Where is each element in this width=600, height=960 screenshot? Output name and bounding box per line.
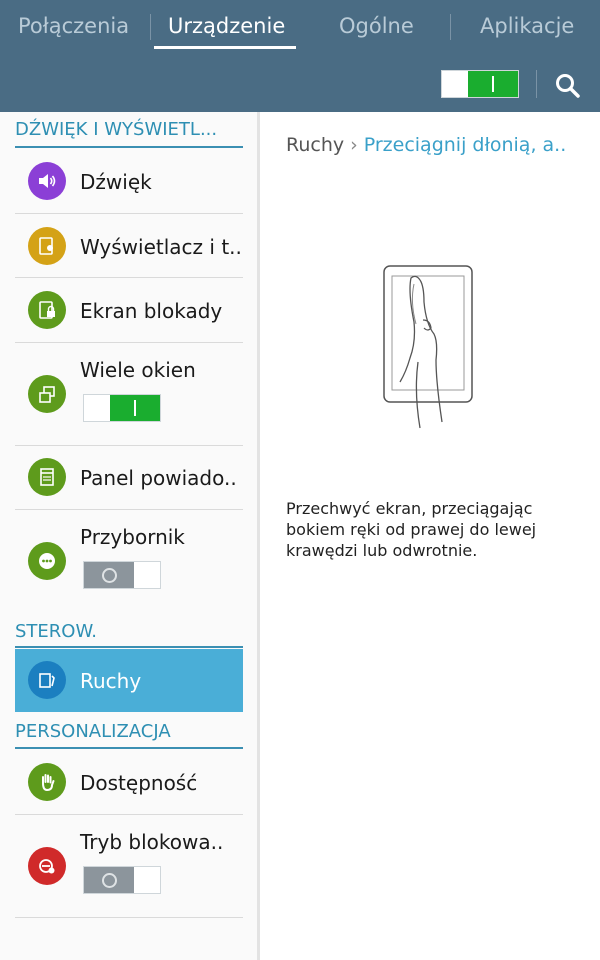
- tab-bar: [0, 0, 600, 56]
- notification-panel-icon: [28, 458, 66, 496]
- list-item-label: Wiele okien: [80, 358, 196, 382]
- active-tab-indicator: [154, 46, 296, 49]
- section-divider: [15, 747, 243, 749]
- list-item-label: Ruchy: [80, 669, 142, 693]
- tab-connections[interactable]: Połączenia: [18, 14, 130, 38]
- list-item-label: Dostępność: [80, 771, 198, 795]
- section-divider: [15, 646, 243, 648]
- tab-separator: [150, 14, 151, 40]
- breadcrumb-current: Przeciągnij dłonią, a..: [363, 134, 567, 156]
- list-item-label: Wyświetlacz i t..: [80, 235, 242, 259]
- top-bar: [0, 0, 600, 112]
- blocking-mode-icon: [28, 847, 66, 885]
- list-item-toolbox[interactable]: [15, 510, 243, 612]
- list-item-notification-panel[interactable]: [15, 446, 243, 509]
- tab-device[interactable]: Urządzenie: [168, 14, 286, 38]
- blocking-mode-toggle[interactable]: [83, 866, 161, 894]
- toolbox-toggle[interactable]: [83, 561, 161, 589]
- item-divider: [15, 917, 243, 918]
- multiwindow-toggle[interactable]: [83, 394, 161, 422]
- tab-general[interactable]: Ogólne: [339, 14, 414, 38]
- list-item-label: Przybornik: [80, 525, 185, 549]
- header-toggle[interactable]: [441, 70, 519, 98]
- display-icon: [28, 227, 66, 265]
- list-item-multiwindow[interactable]: [15, 343, 243, 445]
- list-item-label: Ekran blokady: [80, 299, 223, 323]
- chevron-right-icon: ›: [350, 134, 358, 156]
- list-item-display[interactable]: [15, 214, 243, 277]
- hand-icon: [28, 763, 66, 801]
- list-item-label: Dźwięk: [80, 170, 152, 194]
- lock-screen-icon: [28, 291, 66, 329]
- list-item-lockscreen[interactable]: [15, 278, 243, 342]
- breadcrumb-parent[interactable]: Ruchy: [286, 134, 345, 156]
- section-header-control: STEROW.: [15, 621, 97, 642]
- section-header-personalization: PERSONALIZACJA: [15, 721, 171, 742]
- tab-applications[interactable]: Aplikacje: [480, 14, 575, 38]
- header-separator: [536, 70, 537, 98]
- speaker-icon: [28, 162, 66, 200]
- section-header-sound-display: DŹWIĘK I WYŚWIETL...: [15, 119, 218, 140]
- list-item-label: Panel powiado..: [80, 466, 237, 490]
- tab-separator: [450, 14, 451, 40]
- motion-icon: [28, 661, 66, 699]
- motion-description: Przechwyć ekran, przeciągając bokiem ręki od prawej do lewej krawędzi lub odwrotnie.: [286, 499, 537, 560]
- detail-panel: [260, 112, 600, 960]
- toolbox-icon: [28, 542, 66, 580]
- search-icon[interactable]: [554, 72, 582, 100]
- list-item-sound[interactable]: [15, 148, 243, 213]
- list-item-motions[interactable]: [15, 649, 243, 712]
- list-item-blocking-mode[interactable]: [15, 815, 243, 917]
- list-item-label: Tryb blokowa..: [80, 830, 224, 854]
- multi-window-icon: [28, 375, 66, 413]
- palm-swipe-illustration: [380, 262, 480, 432]
- list-item-accessibility[interactable]: [15, 750, 243, 814]
- breadcrumb: [286, 134, 566, 156]
